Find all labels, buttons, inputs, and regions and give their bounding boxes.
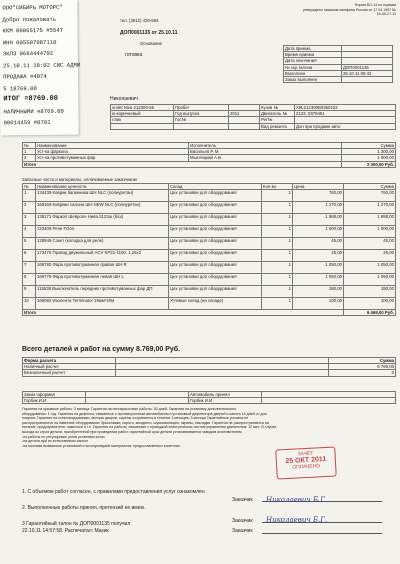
year-label: Год выпуска (174, 111, 229, 117)
parts-row (23, 250, 396, 262)
warranty-line: -на детали при их естественном износе (22, 439, 89, 444)
warranty-line: питание, предохранители, лампочки и т.п. Гарантия на работы, связанные с проводкой электрических систем управления двигателем: 12 мес. В случае (22, 425, 277, 430)
warranty-line: Гарантия на кузовные работы: 3 месяца. Гарантия на непокрасочные работы- 30 дней. Гарантия на установку дополнительного (22, 407, 237, 411)
receipt-line: НАЛИЧНЫМИ ≡8769.00 (3, 107, 64, 115)
parts-cell: 9 (23, 286, 36, 298)
works-total: 2 300,00 Руб. (342, 161, 396, 167)
form-note-3: 16-00-27-11 (376, 12, 396, 16)
client-label-1: Заказчик (232, 497, 253, 503)
parts-cell: Цех установки доп оборудования (169, 190, 262, 202)
parts-row (23, 274, 396, 286)
parts-cell: 168168 Коврики салона ШН NEW NLC (полиуретан) (36, 202, 169, 214)
warranty-line: -на работы по регулировке углов установки колес (22, 434, 106, 439)
receipt-line: Добро пожаловать (2, 15, 57, 23)
vehicle-color-2: ллик (111, 117, 174, 123)
payment-row (23, 370, 396, 376)
parts-cell: Цех установки доп оборудования (169, 250, 262, 262)
stamp-bottom: ОПЛАЧЕНО (292, 463, 321, 471)
parts-row (23, 286, 396, 298)
parts-row (23, 202, 396, 214)
works-cell: 1 300,00 (342, 149, 396, 155)
parts-cell: 1 050,00 (293, 274, 344, 286)
parts-cell: 1 000,00 (344, 226, 396, 238)
parts-header-cell: Наименование ценности (36, 184, 169, 190)
parts-cell: 1 (262, 286, 293, 298)
order-info-label: Время приема (284, 52, 342, 58)
stamp-date: 25 ОКТ 2011 (285, 455, 327, 466)
basis-value: готовка (125, 52, 143, 58)
car-accepted-label: Автомобиль принял (189, 392, 262, 398)
repair-label: Вид ремонта (260, 123, 295, 129)
vin-label: Кузов № (260, 105, 295, 111)
parts-table (22, 183, 396, 316)
engine-value: 2123, 0379451 (295, 111, 396, 117)
parts-cell: 1 (262, 274, 293, 286)
signature-line-3 (262, 533, 382, 534)
mileage-label: Пробег (174, 105, 229, 111)
works-cell: Васильев Р. М (189, 149, 342, 155)
receipt-line: ЭКЛЗ 0684444792 (2, 49, 54, 58)
parts-cell: 1 988,00 (344, 214, 396, 226)
parts-cell: 1 (262, 226, 293, 238)
works-header-cell: Исполнитель (189, 143, 342, 149)
parts-cell: 25,00 (293, 250, 344, 262)
parts-cell: Цех установки доп оборудования (169, 202, 262, 214)
parts-cell: 1 270,00 (293, 202, 344, 214)
payment-stamp (275, 446, 336, 479)
parts-header-cell: № (23, 184, 36, 190)
parts-cell: 1 (262, 214, 293, 226)
vin-value: Х9L212300В0360102 (295, 105, 396, 111)
parts-cell: 100,00 (293, 298, 344, 310)
vehicle-table (110, 104, 396, 130)
order-info-label: Выполнен (284, 70, 342, 76)
works-cell: 1 000,00 (342, 155, 396, 161)
parts-cell: 10 (23, 298, 36, 310)
parts-cell: 760,00 (344, 190, 396, 202)
receipt-line: ИНН 005507087110 (2, 38, 57, 46)
vehicle-model: vrolet Niva 212300-55 (111, 105, 174, 111)
payment-spacer (116, 370, 329, 376)
works-header-cell: Наименование (36, 143, 189, 149)
order-info-label: Заказ выполнен (284, 77, 342, 83)
works-cell: 1 (23, 149, 36, 155)
car-accepted-name: Горбик И.И (189, 398, 262, 404)
works-cell: Уст-ка фаркопа (36, 149, 189, 155)
parts-header-cell: Сумма (344, 184, 396, 190)
parts-cell: Цех установки доп оборудования (169, 262, 262, 274)
works-total-label: Итого (23, 161, 342, 167)
order-info-value: 25.10.11 09:42 (342, 70, 393, 76)
client-label-2: Заказчик (232, 518, 253, 524)
parts-cell: 1 050,00 (344, 262, 396, 274)
form-note-2: утверждено письмом минфина России от 17.04.1997 № (302, 7, 396, 12)
payment-label: Безналичный расчет (23, 370, 116, 376)
warranty-text (22, 407, 396, 448)
header-phone: тел. (3812) 430-593 (120, 18, 159, 23)
parts-cell: Цех установки доп оборудования (169, 226, 262, 238)
warranty-line: оборудования: 1 год. Гарантия на дефекты, связанные с противоугонным автомобилем и установкой дефлектора дверей и капота 14 дней со дня (22, 411, 267, 416)
parts-cell: 180,00 (344, 286, 396, 298)
reg-label: Рег№ (260, 117, 295, 123)
warranty-line: покупки. Гарантия на стеклоподъемники, моторы дворни, сирены сохраняется в течение 3 месяцев. 3 месяца Гарантийные условия не (22, 416, 249, 421)
parts-cell: 138171 Фаркоп Шевроле Нива 2123ш (б/ш) (36, 214, 169, 226)
year-value: 2011 (229, 111, 260, 117)
parts-cell: 134439 Коврик багажника ШН NLC (полиуретан) (36, 190, 169, 202)
receipt-line: 00014459 #0781 (3, 118, 51, 127)
parts-header-cell: Цена (293, 184, 344, 190)
basis-label: Основание (140, 41, 163, 46)
order-info-label: № гар.талона (284, 64, 342, 70)
parts-cell: 1 (262, 202, 293, 214)
parts-cell: 123408 Репе Fclon (36, 226, 169, 238)
parts-cell: 25,00 (344, 250, 396, 262)
parts-caption: Запасные части и материалы, оплачиваемые заказчиком (22, 177, 137, 182)
receipt-line: ККМ 00065175 #5547 (2, 26, 64, 35)
order-info-label: Дата окончания (284, 58, 342, 64)
parts-cell: 1 (262, 262, 293, 274)
parts-cell: 2 (23, 202, 36, 214)
agreement-1: 1. С объемом работ согласен, с правилами предоставления услуг ознакомлен (22, 489, 205, 495)
parts-cell: 8 (23, 274, 36, 286)
parts-cell: 169780 Фара противотуманная правая ШН R (36, 262, 169, 274)
parts-total: 6 469,00 Руб. (344, 310, 396, 316)
parts-cell: Цех установки доп оборудования (169, 286, 262, 298)
parts-row (23, 298, 396, 310)
parts-cell: 1 (262, 298, 293, 310)
acceptance-table (22, 391, 396, 404)
parts-cell: 1 050,00 (293, 262, 344, 274)
parts-row (23, 238, 396, 250)
form-note-1: Форма БО-14 по нормам (354, 3, 396, 7)
vehicle-color: ю-коричневый (111, 111, 174, 117)
parts-cell: Цех установки доп оборудования (169, 214, 262, 226)
receipt-line: 5 18769.00 (3, 84, 37, 92)
parts-cell: 7 (23, 262, 36, 274)
repair-value: Доп при продаже авто (295, 123, 396, 129)
parts-cell: 100,00 (344, 298, 396, 310)
order-info-value: ДОП0001135 (342, 64, 393, 70)
parts-cell: 1 050,00 (344, 274, 396, 286)
cash-receipt (0, 0, 79, 135)
parts-cell: 1 988,00 (293, 214, 344, 226)
order-info-row (284, 77, 393, 83)
works-header-cell: Сумма (342, 143, 396, 149)
parts-cell: 1 (262, 250, 293, 262)
engine-label: Двигатель № (260, 111, 295, 117)
grand-total: Всего деталей и работ на сумму 8.769,00 Руб. (22, 346, 181, 353)
document-number: ДОП0001135 от 25.10.11 (120, 30, 178, 36)
payment-label: Наличный расчет (23, 364, 116, 370)
work-accepted: 2. Выполненные работы принял, претензий не имею. (22, 505, 146, 511)
payment-amount: 0 (329, 370, 396, 376)
order-issued-label: Заказ оформил (23, 392, 86, 398)
parts-cell: 1 (262, 190, 293, 202)
warranty-line: распространяются на навесное оборудование: брызговики, пороги, молдинги, шумоизоляцию, экраны, накладки. Гарантия не распространяется на (22, 420, 269, 425)
parts-row (23, 214, 396, 226)
payment-table (22, 357, 396, 377)
works-cell: 2 (23, 155, 36, 161)
parts-row (23, 190, 396, 202)
signature-1: Николаевич Б.Г. (266, 496, 328, 504)
parts-cell: Цех установки доп оборудования (169, 274, 262, 286)
payment-amount: 8 769,00 (329, 364, 396, 370)
parts-cell: 1 270,00 (344, 202, 396, 214)
parts-cell: 128949 Cокет (колодка для реле) (36, 238, 169, 250)
works-header-cell: № (23, 143, 36, 149)
warranty-line: выхода из строя детали, приобретенной при проведении работ, гарантийный срок детали устанавливается заводом изготовителем. (22, 429, 243, 434)
parts-cell: 173476 Провод двужильный ACV KP21-1100. 1,25х2 (36, 250, 169, 262)
client-name: Николаевич (110, 96, 138, 102)
signature-2: Николаевич Б.Г. (266, 516, 328, 524)
parts-cell: 1 000,00 (293, 226, 344, 238)
client-label-3: Заказчик (232, 528, 253, 534)
order-issued-name: Горбик И.И (23, 398, 86, 404)
parts-row (23, 226, 396, 238)
receipt-line: 25.10.11 18:02 СИС АДМИ (2, 61, 81, 69)
print-time: 22.10.11 14:57:58. Распечатал: Мазик (22, 528, 109, 534)
order-info-table (283, 45, 393, 83)
parts-cell: 166082 Изолента Terminator 19мм*20м (36, 298, 169, 310)
order-info-value (342, 77, 393, 83)
warranty-coupon: 3 Гарантийный талон № ДОП0001135 получил (22, 521, 131, 527)
parts-row (23, 262, 396, 274)
works-table (22, 142, 396, 168)
stamp-top: ЗАЧЕТ (297, 450, 314, 458)
plate-label: Гос№ (174, 117, 229, 123)
works-cell: Уст-ка противотуманных фар (36, 155, 189, 161)
parts-cell: Цех установки доп оборудования (169, 238, 262, 250)
parts-cell: 45,00 (344, 238, 396, 250)
order-info-label: Дата приема (284, 46, 342, 52)
payment-label: Форма расчета (23, 358, 116, 364)
parts-cell: 4 (23, 226, 36, 238)
parts-cell: 3 (23, 214, 36, 226)
payment-amount: Сумма (329, 358, 396, 364)
works-cell: Мыслицкий А.Б. (189, 155, 342, 161)
parts-cell: 1 (262, 238, 293, 250)
parts-header-cell: Кол-во (262, 184, 293, 190)
parts-cell: 180,00 (293, 286, 344, 298)
parts-header-cell: Склад (169, 184, 262, 190)
parts-cell: 6 (23, 250, 36, 262)
parts-cell: 45,00 (293, 238, 344, 250)
parts-cell: 169779 Фара противотуманная левая ШН L (36, 274, 169, 286)
parts-cell: 760,00 (293, 190, 344, 202)
parts-cell: Углевые склад (на складе) (169, 298, 262, 310)
parts-cell: 115538 Выключатель передних противотуманных фар ДП (36, 286, 169, 298)
receipt-line: ПРОДАЖА #4074 (3, 72, 47, 81)
parts-total-label: Итого (23, 310, 344, 316)
warranty-line: -на поломки вызванные установкой и эксплуатацией материалов, предоставленных клиентом (22, 443, 180, 448)
receipt-line: ИТОГ ≡8769.00 (3, 94, 58, 104)
form-notes (268, 3, 396, 17)
parts-cell: 5 (23, 238, 36, 250)
receipt-line: ООО"СИБИРЬ МОТОРС" (2, 3, 63, 12)
parts-cell: 1 (23, 190, 36, 202)
